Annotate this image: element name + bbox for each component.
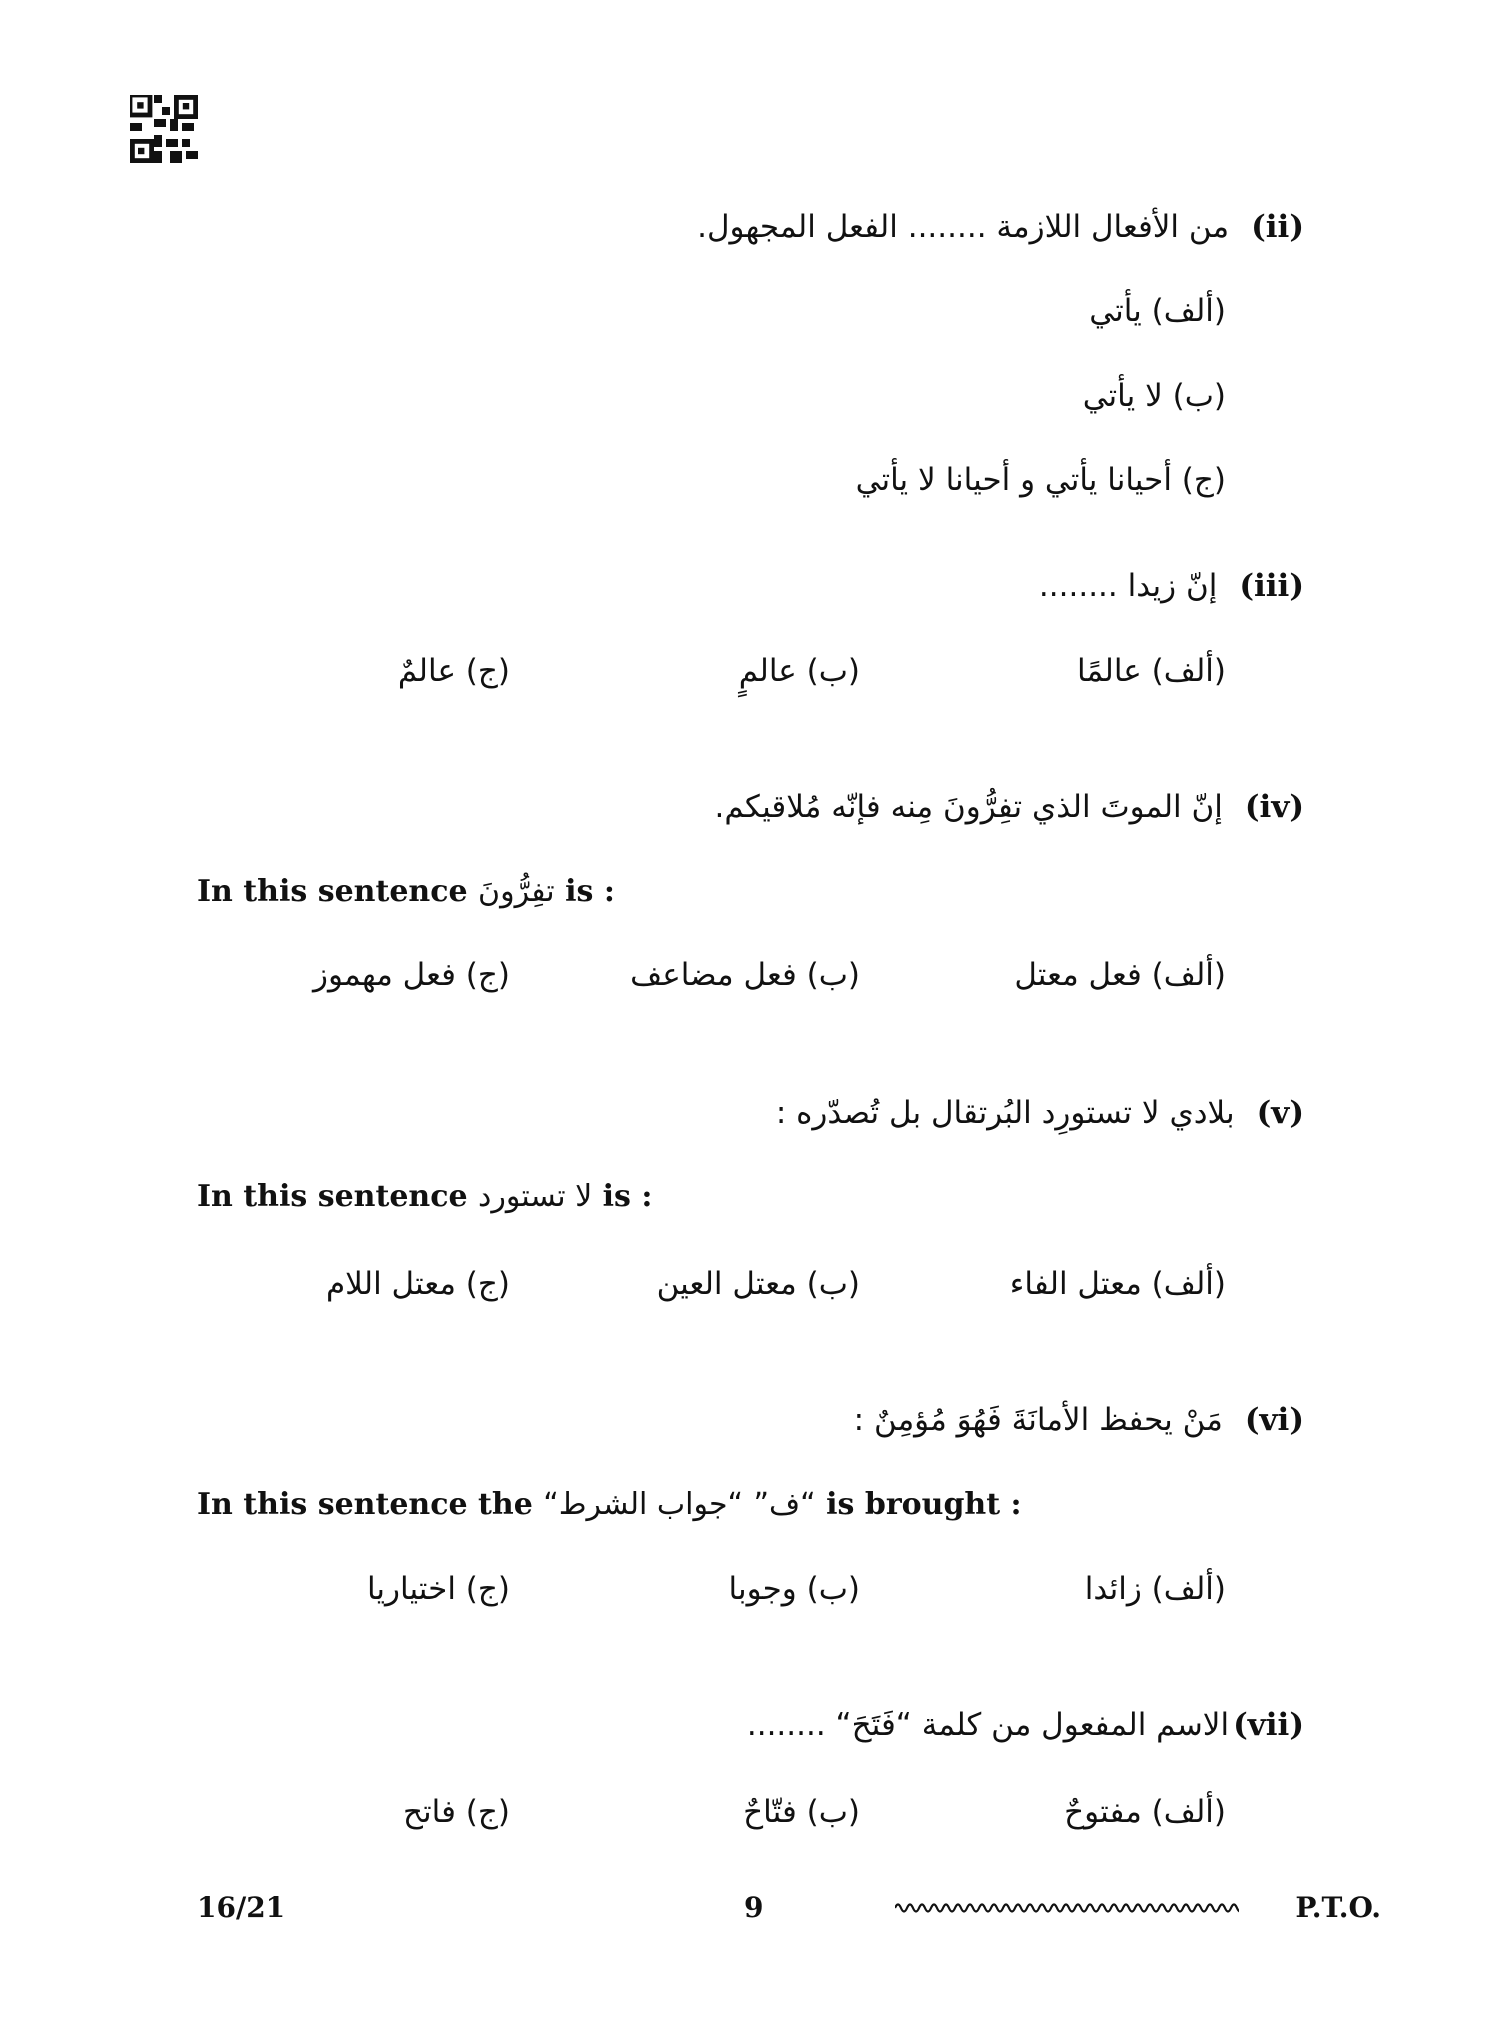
option-b: (ب) معتل العين	[656, 1266, 860, 1302]
option-c: (ج) أحيانا يأتي و أحيانا لا يأتي	[855, 462, 1226, 498]
option-b: (ب) فتّاحٌ	[743, 1794, 860, 1830]
question-iii	[1039, 564, 1304, 608]
question-text: بلادي لا تستورِد البُرتقال بل تُصدّره :	[775, 1095, 1235, 1131]
question-vi	[854, 1398, 1304, 1442]
option-a: (ألف) مفتوحٌ	[1064, 1794, 1226, 1830]
qr-code-icon	[130, 95, 198, 163]
option-b: (ب) لا يأتي	[1082, 378, 1226, 414]
question-text: من الأفعال اللازمة ........ الفعل المجهول.	[697, 209, 1230, 245]
option-a: (ألف) معتل الفاء	[1009, 1266, 1226, 1302]
prompt-text: In this sentence	[197, 1179, 468, 1214]
question-prompt	[197, 1483, 1022, 1527]
prompt-text: In this sentence	[197, 874, 468, 909]
prompt-text: is :	[602, 1179, 653, 1214]
option-a: (ألف) عالمًا	[1077, 653, 1226, 689]
option-c: (ج) فاتح	[403, 1794, 510, 1830]
question-number: (vii)	[1233, 1707, 1304, 1743]
question-v	[776, 1091, 1304, 1135]
option-a: (ألف) زائدا	[1084, 1571, 1226, 1607]
question-number: (iii)	[1239, 568, 1304, 604]
option-c: (ج) معتل اللام	[325, 1266, 510, 1302]
prompt-term: تفِرُّونَ	[478, 874, 555, 909]
question-ii	[697, 205, 1304, 249]
option-c: (ج) فعل مهموز	[313, 957, 510, 993]
page-number: 9	[744, 1891, 764, 1924]
option-b: (ب) عالمٍ	[738, 653, 860, 689]
option-b: (ب) وجوبا	[728, 1571, 860, 1607]
option-b: (ب) فعل مضاعف	[630, 957, 860, 993]
prompt-term: “ف”	[753, 1487, 816, 1522]
question-number: (vi)	[1244, 1402, 1304, 1438]
question-text: إنّ زيدا ........	[1038, 568, 1218, 604]
prompt-text: In this sentence the	[197, 1487, 533, 1522]
question-number: (iv)	[1244, 789, 1304, 825]
option-a: (ألف) فعل معتل	[1014, 957, 1226, 993]
prompt-text: is brought :	[826, 1487, 1022, 1522]
question-prompt	[197, 870, 615, 914]
prompt-term: “جواب الشرط“	[543, 1487, 744, 1522]
question-iv	[714, 785, 1304, 829]
question-text: مَنْ يحفظ الأمانَةَ فَهُوَ مُؤمِنٌ :	[853, 1402, 1223, 1438]
option-c: (ج) اختياريا	[366, 1571, 510, 1607]
option-a: (ألف) يأتي	[1089, 293, 1226, 329]
pto-label: P.T.O.	[1295, 1891, 1381, 1924]
paper-code: 16/21	[197, 1891, 286, 1924]
option-c: (ج) عالمٌ	[397, 653, 510, 689]
question-text: إنّ الموتَ الذي تفِرُّونَ مِنه فإنّه مُلاقيكم.	[714, 789, 1223, 825]
prompt-text: is :	[565, 874, 615, 909]
question-prompt	[197, 1175, 652, 1219]
wavy-line-divider	[895, 1898, 1239, 1918]
prompt-term: لا تستورد	[478, 1179, 593, 1214]
question-text: الاسم المفعول من كلمة “فَتَحَ“ ........	[746, 1707, 1230, 1743]
question-vii	[747, 1703, 1304, 1747]
question-number: (v)	[1256, 1095, 1304, 1131]
question-number: (ii)	[1251, 209, 1304, 245]
